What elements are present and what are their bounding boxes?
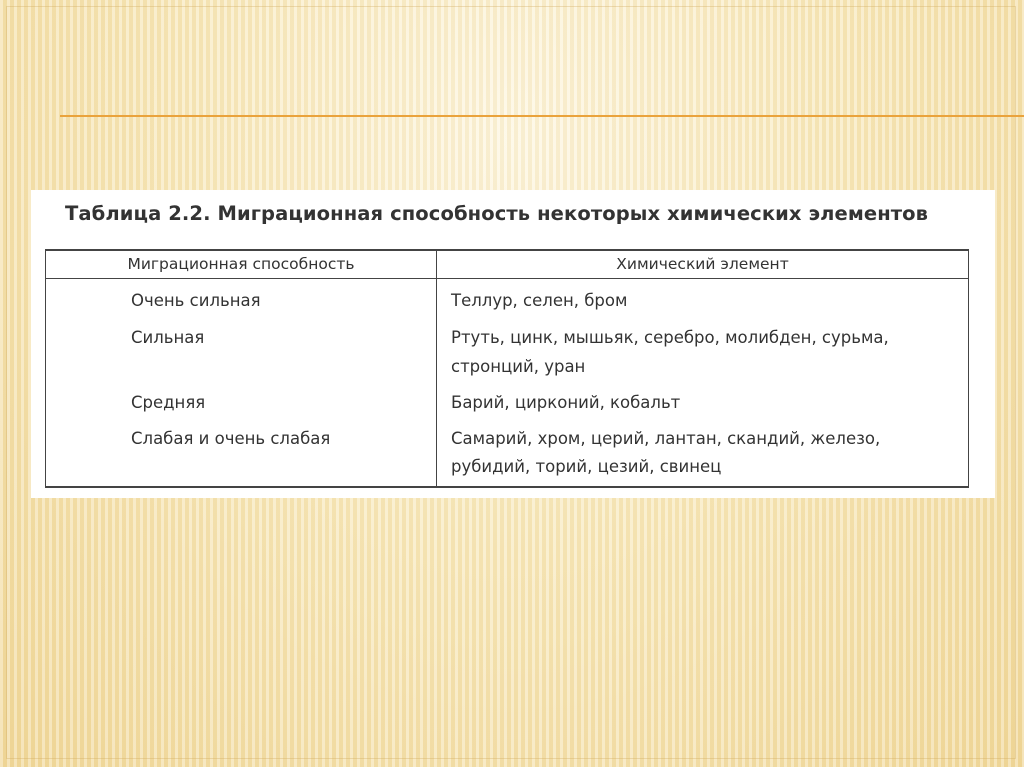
table-column-divider	[436, 249, 437, 488]
row-elements-cell: Ртуть, цинк, мышьяк, серебро, молибден, сурьма,	[451, 328, 889, 347]
row-ability-cell: Слабая и очень слабая	[131, 429, 331, 448]
table-header-divider	[45, 278, 969, 279]
row-elements-cell: Самарий, хром, церий, лантан, скандий, железо,	[451, 429, 881, 448]
row-elements-cell: Барий, цирконий, кобальт	[451, 393, 681, 412]
row-elements-cell-continued: стронций, уран	[451, 357, 586, 376]
table-title: Таблица 2.2. Миграционная способность некоторых химических элементов	[65, 202, 929, 225]
title-accent-line	[60, 115, 1024, 117]
table-bottom-border	[45, 486, 969, 488]
column-header-chemical-element: Химический элемент	[616, 255, 789, 273]
table-left-border	[45, 249, 46, 488]
column-header-migration-ability: Миграционная способность	[127, 255, 355, 273]
row-elements-cell-continued: рубидий, торий, цезий, свинец	[451, 457, 722, 476]
row-ability-cell: Очень сильная	[131, 291, 261, 310]
table-figure	[31, 190, 995, 498]
row-ability-cell: Средняя	[131, 393, 206, 412]
table-right-border	[968, 249, 969, 488]
table-top-border	[45, 249, 969, 251]
row-elements-cell: Теллур, селен, бром	[451, 291, 628, 310]
row-ability-cell: Сильная	[131, 328, 205, 347]
